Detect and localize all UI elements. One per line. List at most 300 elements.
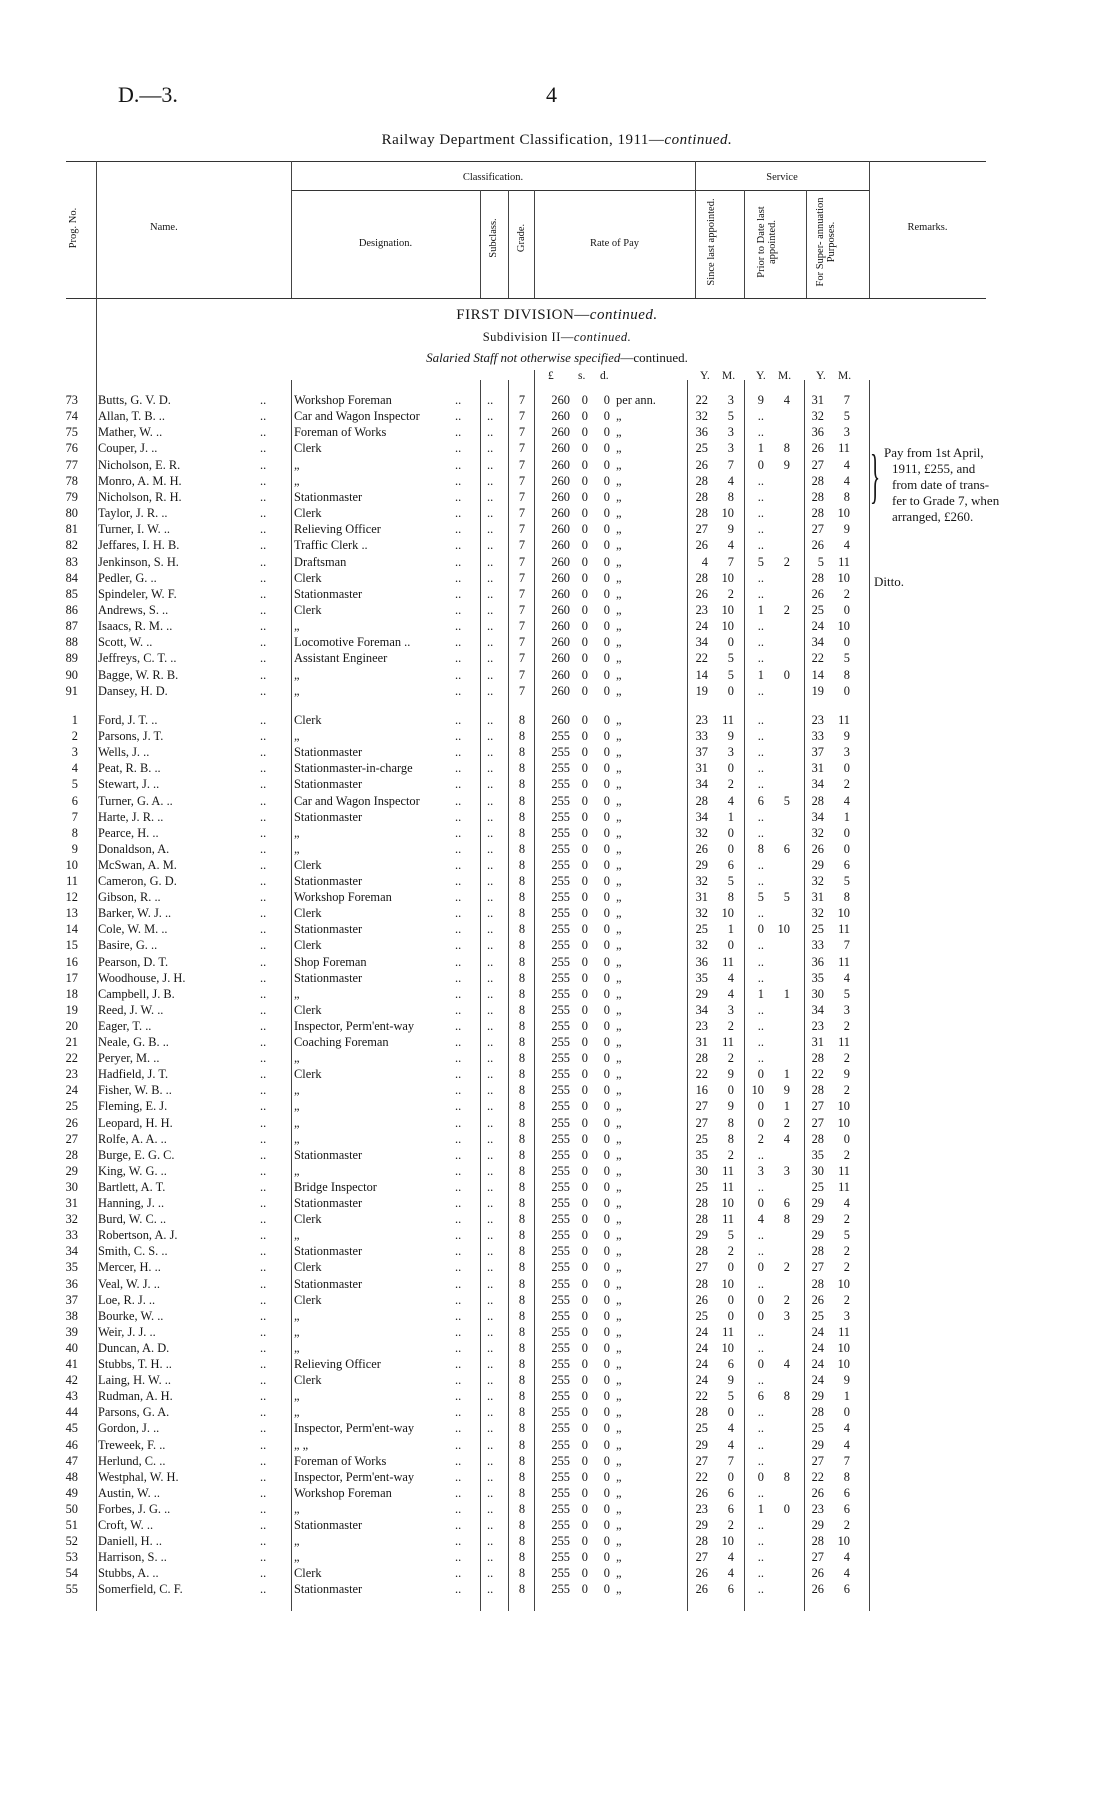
cell-name: Barker, W. J. .. xyxy=(98,906,172,921)
cell-grade: 8 xyxy=(518,1340,526,1355)
table-row xyxy=(0,1501,1114,1517)
cell-grade: 8 xyxy=(518,1115,526,1130)
leader-dots: .. xyxy=(260,793,267,808)
cell-name: Taylor, J. R. .. xyxy=(98,506,168,521)
table-row xyxy=(0,793,1114,809)
header-top-rule xyxy=(66,161,986,162)
cell-name: Pearce, H. .. xyxy=(98,825,159,840)
division-main: FIRST DIVISION— xyxy=(456,307,590,323)
cell-name: Reed, J. W. .. xyxy=(98,1002,164,1017)
cell-since-months: 9 xyxy=(727,522,734,537)
cell-prog-no: 76 xyxy=(65,441,78,456)
leader-dots: .. xyxy=(455,1002,462,1017)
cell-pay-shillings: 0 xyxy=(581,1566,588,1581)
cell-pay-pounds: 255 xyxy=(551,1292,570,1307)
cell-pay-shillings: 0 xyxy=(581,1357,588,1371)
cell-pay-period: „ xyxy=(616,890,622,905)
cell-super-years: 33 xyxy=(811,729,824,744)
cell-designation: Foreman of Works xyxy=(294,1453,387,1468)
cell-pay-period: „ xyxy=(616,409,622,424)
cell-super-months: 10 xyxy=(837,1534,850,1549)
cell-prior-months: 2 xyxy=(783,602,790,617)
cell-designation: Stationmaster xyxy=(294,1244,363,1259)
cell-super-years: 23 xyxy=(811,713,824,727)
cell-name: Smith, C. S. .. xyxy=(98,1244,168,1259)
leader-dots: .. xyxy=(455,1405,462,1420)
leader-dots: .. xyxy=(455,1115,462,1130)
cell-prog-no: 90 xyxy=(65,667,78,682)
cell-designation: Bridge Inspector xyxy=(294,1179,377,1194)
cell-designation: Car and Wagon Inspector xyxy=(294,409,420,424)
cell-pay-period: „ xyxy=(616,1244,622,1259)
cell-super-months: 4 xyxy=(843,970,850,985)
leader-dots: .. xyxy=(487,586,494,601)
cell-pay-period: „ xyxy=(616,1308,622,1323)
cell-grade: 7 xyxy=(518,522,526,537)
cell-designation: „ xyxy=(294,457,300,472)
cell-prior-years: .. xyxy=(757,1002,764,1017)
cell-since-years: 32 xyxy=(695,874,708,888)
cell-since-years: 35 xyxy=(695,970,708,985)
cell-since-years: 4 xyxy=(701,554,708,569)
cell-since-years: 24 xyxy=(695,1324,708,1339)
leader-dots: .. xyxy=(260,713,267,727)
unit-since-y: Y. xyxy=(700,370,710,382)
cell-since-months: 4 xyxy=(727,1421,734,1436)
cell-since-months: 11 xyxy=(722,713,734,727)
cell-name: Peat, R. B. .. xyxy=(98,761,161,776)
leader-dots: .. xyxy=(455,473,462,488)
table-row xyxy=(0,1356,1114,1372)
cell-prior-years: 0 xyxy=(757,922,764,937)
leader-dots: .. xyxy=(260,1469,267,1484)
cell-super-years: 25 xyxy=(811,1179,824,1194)
cell-prior-months: 1 xyxy=(783,1099,790,1114)
cell-since-years: 26 xyxy=(695,457,708,472)
cell-designation: „ xyxy=(294,1051,300,1066)
cell-super-years: 26 xyxy=(811,441,824,456)
cell-pay-pounds: 255 xyxy=(551,874,570,888)
cell-pay-pounds: 255 xyxy=(551,1067,570,1082)
cell-super-years: 31 xyxy=(811,761,824,776)
cell-pay-pence: 0 xyxy=(603,393,610,407)
cell-designation: „ xyxy=(294,667,300,682)
table-row xyxy=(0,1517,1114,1533)
cell-pay-shillings: 0 xyxy=(581,1276,588,1291)
cell-super-months: 2 xyxy=(843,1147,850,1162)
cell-designation: Foreman of Works xyxy=(294,425,387,440)
cell-pay-period: „ xyxy=(616,473,622,488)
cell-designation: Stationmaster xyxy=(294,777,363,792)
cell-since-months: 2 xyxy=(727,1147,734,1162)
cell-prior-months: 9 xyxy=(783,457,790,472)
leader-dots: .. xyxy=(487,1357,494,1371)
cell-pay-period: „ xyxy=(616,441,622,456)
cell-name: Harte, J. R. .. xyxy=(98,809,164,824)
cell-designation: „ xyxy=(294,1228,300,1243)
cell-prior-years: .. xyxy=(757,874,764,888)
cell-pay-pounds: 260 xyxy=(551,619,570,634)
leader-dots: .. xyxy=(260,457,267,472)
leader-dots: .. xyxy=(455,635,462,650)
cell-since-years: 23 xyxy=(695,1018,708,1033)
cell-super-years: 32 xyxy=(811,409,824,424)
cell-grade: 8 xyxy=(518,809,526,824)
cell-designation: Clerk xyxy=(294,441,322,456)
table-row xyxy=(0,1404,1114,1420)
cell-grade: 8 xyxy=(518,1485,526,1500)
cell-prior-months: 2 xyxy=(783,1115,790,1130)
cell-pay-pounds: 255 xyxy=(551,729,570,744)
cell-pay-pence: 0 xyxy=(603,506,610,521)
cell-since-years: 25 xyxy=(695,1308,708,1323)
cell-since-years: 26 xyxy=(695,586,708,601)
cell-pay-pounds: 260 xyxy=(551,554,570,569)
leader-dots: .. xyxy=(455,1196,462,1210)
cell-pay-pounds: 255 xyxy=(551,1002,570,1017)
leader-dots: .. xyxy=(487,713,494,727)
cell-pay-period: „ xyxy=(616,1550,622,1565)
leader-dots: .. xyxy=(260,1340,267,1355)
cell-grade: 7 xyxy=(518,651,526,666)
cell-pay-period: „ xyxy=(616,761,622,776)
cell-prog-no: 42 xyxy=(65,1373,78,1388)
leader-dots: .. xyxy=(455,1485,462,1500)
leader-dots: .. xyxy=(455,425,462,440)
subdivision-cont: continued. xyxy=(573,330,632,344)
cell-prior-years: .. xyxy=(757,506,764,521)
cell-pay-period: „ xyxy=(616,1485,622,1500)
cell-pay-pounds: 255 xyxy=(551,1308,570,1323)
cell-pay-period: „ xyxy=(616,1018,622,1033)
cell-since-years: 32 xyxy=(695,906,708,921)
cell-super-years: 30 xyxy=(811,1163,824,1178)
cell-name: Daniell, H. .. xyxy=(98,1534,163,1549)
cell-super-years: 32 xyxy=(811,825,824,840)
cell-designation: „ xyxy=(294,825,300,840)
leader-dots: .. xyxy=(487,1485,494,1500)
cell-pay-shillings: 0 xyxy=(581,554,588,569)
cell-prior-years: .. xyxy=(757,1566,764,1581)
cell-super-years: 29 xyxy=(811,857,824,872)
cell-pay-pence: 0 xyxy=(603,1228,610,1243)
cell-since-months: 10 xyxy=(721,570,734,585)
leader-dots: .. xyxy=(260,1566,267,1581)
cell-since-years: 37 xyxy=(695,745,708,760)
leader-dots: .. xyxy=(487,619,494,634)
leader-dots: .. xyxy=(260,890,267,905)
table-row xyxy=(0,1098,1114,1114)
leader-dots: .. xyxy=(455,619,462,634)
leader-dots: .. xyxy=(487,1501,494,1516)
cell-prior-years: 6 xyxy=(757,1389,764,1404)
cell-pay-period: „ xyxy=(616,635,622,650)
cell-pay-pence: 0 xyxy=(603,635,610,650)
cell-since-months: 0 xyxy=(727,635,734,650)
cell-since-months: 11 xyxy=(722,954,734,969)
cell-pay-pounds: 255 xyxy=(551,1131,570,1146)
cell-pay-pounds: 255 xyxy=(551,761,570,776)
cell-prior-years: .. xyxy=(757,906,764,921)
cell-name: Cameron, G. D. xyxy=(98,874,177,888)
cell-grade: 8 xyxy=(518,1002,526,1017)
leader-dots: .. xyxy=(455,1421,462,1436)
cell-super-months: 9 xyxy=(843,1067,850,1082)
cell-pay-pounds: 255 xyxy=(551,1534,570,1549)
cell-grade: 8 xyxy=(518,938,526,953)
cell-name: Burge, E. G. C. xyxy=(98,1147,175,1162)
cell-prior-months: 1 xyxy=(783,986,790,1001)
cell-prog-no: 52 xyxy=(65,1534,78,1549)
cell-since-months: 1 xyxy=(727,922,734,937)
cell-pay-shillings: 0 xyxy=(581,538,588,553)
cell-pay-pounds: 255 xyxy=(551,1324,570,1339)
cell-super-months: 4 xyxy=(843,457,850,472)
cell-pay-pence: 0 xyxy=(603,538,610,553)
cell-super-months: 10 xyxy=(837,619,850,634)
cell-grade: 7 xyxy=(518,538,526,553)
leader-dots: .. xyxy=(487,489,494,504)
cell-pay-period: „ xyxy=(616,922,622,937)
cell-prior-years: .. xyxy=(757,1051,764,1066)
cell-super-years: 29 xyxy=(811,1389,824,1404)
cell-super-months: 10 xyxy=(837,1115,850,1130)
cell-pay-shillings: 0 xyxy=(581,1018,588,1033)
cell-prog-no: 89 xyxy=(65,651,78,666)
cell-pay-period: „ xyxy=(616,1115,622,1130)
leader-dots: .. xyxy=(487,1002,494,1017)
cell-super-months: 11 xyxy=(838,1163,850,1178)
cell-pay-pounds: 260 xyxy=(551,651,570,666)
cell-prior-years: .. xyxy=(757,1228,764,1243)
leader-dots: .. xyxy=(487,761,494,776)
page-number: 4 xyxy=(546,82,557,107)
leader-dots: .. xyxy=(260,1115,267,1130)
cell-super-years: 25 xyxy=(811,1308,824,1323)
cell-since-months: 4 xyxy=(727,1566,734,1581)
cell-prog-no: 23 xyxy=(65,1067,78,1082)
cell-designation: Stationmaster-in-charge xyxy=(294,761,413,776)
table-row xyxy=(0,1469,1114,1485)
page-title xyxy=(0,132,1114,149)
leader-dots: .. xyxy=(455,938,462,953)
cell-prior-years: 5 xyxy=(757,890,764,905)
cell-since-years: 28 xyxy=(695,793,708,808)
leader-dots: .. xyxy=(455,570,462,585)
cell-prior-years: .. xyxy=(757,1582,764,1597)
cell-since-years: 26 xyxy=(695,1566,708,1581)
cell-pay-pounds: 255 xyxy=(551,809,570,824)
cell-pay-period: „ xyxy=(616,1518,622,1532)
leader-dots: .. xyxy=(487,522,494,537)
cell-pay-pounds: 260 xyxy=(551,683,570,698)
cell-prog-no: 5 xyxy=(71,777,78,792)
table-row xyxy=(0,1581,1114,1597)
cell-prior-years: .. xyxy=(757,651,764,666)
col-grade: Grade. xyxy=(516,223,527,253)
cell-super-years: 32 xyxy=(811,906,824,921)
cell-super-years: 19 xyxy=(811,683,824,698)
cell-name: Fisher, W. B. .. xyxy=(98,1083,172,1098)
cell-pay-shillings: 0 xyxy=(581,1582,588,1597)
cell-pay-pence: 0 xyxy=(603,1018,610,1033)
cell-grade: 8 xyxy=(518,1453,526,1468)
cell-prog-no: 9 xyxy=(71,841,78,856)
cell-pay-pounds: 255 xyxy=(551,1469,570,1484)
leader-dots: .. xyxy=(455,393,462,407)
leader-dots: .. xyxy=(455,1292,462,1307)
cell-pay-shillings: 0 xyxy=(581,1035,588,1049)
leader-dots: .. xyxy=(487,409,494,424)
cell-prog-no: 32 xyxy=(65,1212,78,1227)
cell-designation: Inspector, Perm'ent-way xyxy=(294,1469,415,1484)
cell-prog-no: 55 xyxy=(65,1582,78,1597)
leader-dots: .. xyxy=(487,874,494,888)
cell-pay-pounds: 255 xyxy=(551,1035,570,1049)
cell-super-years: 29 xyxy=(811,1228,824,1243)
table-row xyxy=(0,537,1114,553)
cell-since-years: 27 xyxy=(695,1550,708,1565)
cell-designation: „ xyxy=(294,473,300,488)
cell-pay-pounds: 260 xyxy=(551,713,570,727)
cell-designation: Stationmaster xyxy=(294,1147,363,1162)
cell-pay-pence: 0 xyxy=(603,1566,610,1581)
cell-super-years: 27 xyxy=(811,1099,824,1114)
cell-designation: Workshop Foreman xyxy=(294,393,392,407)
cell-pay-shillings: 0 xyxy=(581,457,588,472)
cell-super-months: 2 xyxy=(843,1260,850,1275)
cell-super-years: 36 xyxy=(811,954,824,969)
cell-since-years: 34 xyxy=(695,1002,708,1017)
cell-pay-pounds: 255 xyxy=(551,857,570,872)
cell-since-years: 30 xyxy=(695,1163,708,1178)
cell-prog-no: 4 xyxy=(71,761,78,776)
table-row xyxy=(0,954,1114,970)
col-rule-desig xyxy=(480,190,481,298)
leader-dots: .. xyxy=(455,1550,462,1565)
cell-pay-pounds: 255 xyxy=(551,1437,570,1452)
cell-grade: 8 xyxy=(518,1550,526,1565)
cell-grade: 7 xyxy=(518,457,526,472)
cell-prior-years: 0 xyxy=(757,1308,764,1323)
leader-dots: .. xyxy=(487,1051,494,1066)
cell-super-years: 28 xyxy=(811,793,824,808)
cell-pay-shillings: 0 xyxy=(581,473,588,488)
leader-dots: .. xyxy=(260,1421,267,1436)
cell-name: Fleming, E. J. xyxy=(98,1099,168,1114)
cell-prior-years: 0 xyxy=(757,1260,764,1275)
cell-super-years: 26 xyxy=(811,586,824,601)
cell-since-months: 5 xyxy=(727,667,734,682)
cell-since-years: 29 xyxy=(695,1228,708,1243)
cell-pay-pence: 0 xyxy=(603,745,610,760)
table-row xyxy=(0,650,1114,666)
leader-dots: .. xyxy=(260,1260,267,1275)
cell-pay-pence: 0 xyxy=(603,619,610,634)
cell-pay-period: „ xyxy=(616,906,622,921)
cell-name: Bourke, W. .. xyxy=(98,1308,164,1323)
cell-prior-years: .. xyxy=(757,619,764,634)
cell-pay-pounds: 255 xyxy=(551,1163,570,1178)
leader-dots: .. xyxy=(487,1582,494,1597)
cell-super-months: 3 xyxy=(843,1308,850,1323)
leader-dots: .. xyxy=(260,922,267,937)
cell-grade: 8 xyxy=(518,841,526,856)
cell-pay-pence: 0 xyxy=(603,1324,610,1339)
table-row xyxy=(0,1066,1114,1082)
cell-pay-pence: 0 xyxy=(603,1582,610,1597)
cell-prior-months: 4 xyxy=(783,1357,790,1371)
cell-pay-pence: 0 xyxy=(603,1179,610,1194)
cell-pay-pounds: 255 xyxy=(551,1260,570,1275)
leader-dots: .. xyxy=(260,970,267,985)
cell-prior-years: .. xyxy=(757,729,764,744)
cell-super-years: 28 xyxy=(811,1534,824,1549)
cell-super-years: 28 xyxy=(811,1051,824,1066)
leader-dots: .. xyxy=(487,1244,494,1259)
cell-since-months: 0 xyxy=(727,1260,734,1275)
cell-prog-no: 26 xyxy=(65,1115,78,1130)
leader-dots: .. xyxy=(455,1083,462,1098)
cell-super-months: 2 xyxy=(843,1244,850,1259)
cell-super-months: 10 xyxy=(837,570,850,585)
cell-grade: 8 xyxy=(518,777,526,792)
cell-pay-pounds: 260 xyxy=(551,473,570,488)
cell-super-years: 34 xyxy=(811,635,824,650)
cell-name: Jeffares, I. H. B. xyxy=(98,538,180,553)
cell-super-months: 6 xyxy=(843,1501,850,1516)
leader-dots: .. xyxy=(455,1131,462,1146)
remark-line: 1911, £255, and xyxy=(892,461,976,476)
cell-super-months: 2 xyxy=(843,1083,850,1098)
cell-super-years: 26 xyxy=(811,1292,824,1307)
cell-pay-pence: 0 xyxy=(603,1453,610,1468)
cell-name: Stubbs, A. .. xyxy=(98,1566,159,1581)
leader-dots: .. xyxy=(487,1212,494,1227)
cell-super-years: 29 xyxy=(811,1437,824,1452)
cell-super-months: 4 xyxy=(843,1437,850,1452)
cell-super-months: 3 xyxy=(843,745,850,760)
cell-super-years: 31 xyxy=(811,393,824,407)
leader-dots: .. xyxy=(260,857,267,872)
page-reference: D.—3. xyxy=(118,82,178,107)
leader-dots: .. xyxy=(487,1196,494,1210)
cell-prior-years: .. xyxy=(757,745,764,760)
cell-super-years: 24 xyxy=(811,1340,824,1355)
unit-since-m: M. xyxy=(722,370,736,382)
cell-pay-pounds: 255 xyxy=(551,1340,570,1355)
leader-dots: .. xyxy=(487,1389,494,1404)
staff-heading-b: —continued. xyxy=(620,350,688,365)
table-row xyxy=(0,1485,1114,1501)
cell-super-months: 5 xyxy=(843,1228,850,1243)
leader-dots: .. xyxy=(260,683,267,698)
cell-pay-shillings: 0 xyxy=(581,522,588,537)
cell-super-months: 0 xyxy=(843,602,850,617)
leader-dots: .. xyxy=(487,1131,494,1146)
cell-prog-no: 11 xyxy=(66,874,78,888)
cell-grade: 8 xyxy=(518,1501,526,1516)
cell-prior-years: .. xyxy=(757,938,764,953)
cell-designation: „ xyxy=(294,1308,300,1323)
cell-super-years: 26 xyxy=(811,1582,824,1597)
leader-dots: .. xyxy=(455,522,462,537)
leader-dots: .. xyxy=(487,1324,494,1339)
cell-since-months: 2 xyxy=(727,777,734,792)
cell-super-months: 0 xyxy=(843,1405,850,1420)
cell-super-years: 27 xyxy=(811,1260,824,1275)
leader-dots: .. xyxy=(487,473,494,488)
